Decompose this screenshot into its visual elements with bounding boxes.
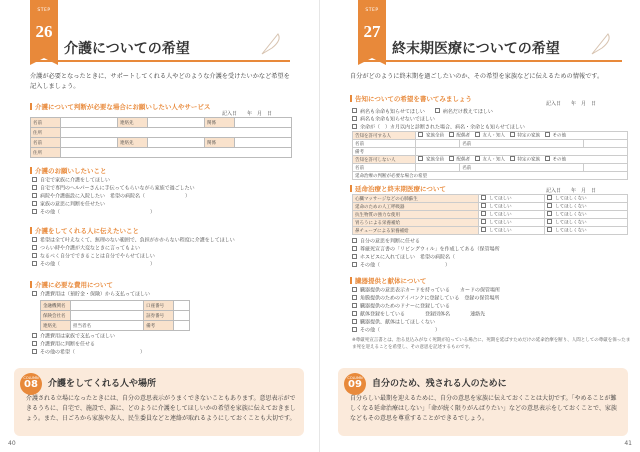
step-number: 27 (363, 22, 381, 41)
column-text: 介護される立場になったときには、自分の意思表示がうまくできないこともあります。意思表示ができるうちに、自宅で、施設で、誰に、どのように介護をしてほしいかの希望を家族に伝えておきましょう。また、日ごろから家族や友人、民生委員などと連絡が取れるようにしておくことも大切です。 (26, 395, 296, 422)
checkbox-item[interactable]: 病名だけ教えてほしい (435, 109, 493, 115)
entry-date: 記入日 年 月 日 (546, 101, 597, 107)
care-wish-list (32, 177, 292, 217)
column-badge: COLUMN 09 (344, 373, 366, 395)
checkbox-item[interactable]: なるべく自分でできることは自分でやらせてほしい (32, 253, 292, 261)
section-heading: 告知についての希望を書いてみましょう (350, 94, 472, 103)
checkbox-item[interactable]: 尊厳死宣言書の「リビングウィル」を作成してある（保管場所 (352, 246, 632, 254)
notice-permission-table[interactable]: 告知を許可する人 家族全員 配偶者 友人・知人 特定の家族 その他 名前 名前 備考 告知を許可しない人 家族全員 配偶者 友人・知人 特定の家族 その他 名前 名前 延命治療の判断が必要な場合の希望 (352, 131, 628, 180)
page-number: 40 (8, 440, 16, 447)
contact-table[interactable]: 名前 連絡先 関係 住所 名前 連絡先 関係 住所 (30, 117, 292, 158)
payment-options (32, 333, 292, 357)
checkbox-item[interactable]: 臓器提供、献体はしてほしくない (352, 319, 632, 327)
checkbox-item[interactable]: 病名も余命も知らせないでほしい (352, 116, 632, 124)
column-text: 自分らしい最期を迎えるために、自分の意思を家族に伝えておくことは大切です。「やめることが難しくなる延命治療はしない」「命が続く限りがんばりたい」などの意思表示をしておくことで、家族などもその意思を尊重することができるでしょう。 (350, 395, 617, 422)
checkbox-item[interactable]: 病名も余命も知らせてほしい (352, 109, 425, 115)
checkbox-item[interactable]: 臓器提供の意思表示カードを持っている カードの保管場所 (352, 287, 632, 295)
checkbox-item[interactable]: 介護費用に判断を任せる (32, 341, 292, 349)
checkbox-item[interactable]: その他の希望（ ） (32, 349, 292, 357)
checkbox-item[interactable]: その他（ ） (32, 261, 292, 269)
title-underline (30, 60, 290, 62)
checkbox-item[interactable]: 臓器提供のためのドナーに登録している (352, 303, 632, 311)
checkbox-item[interactable]: 自宅で専門のヘルパーさんに手伝ってもらいながら家族で過ごしたい (32, 185, 292, 193)
step-flag (30, 0, 58, 58)
checkbox-item[interactable]: 家族の意思に判断を任せたい (32, 201, 292, 209)
checkbox-item[interactable]: 病院や介護施設に入院したい 希望の病院名（ ） (32, 193, 292, 201)
section-heading: 延命治療と終末期医療について (350, 184, 446, 193)
payment-table[interactable]: 金融機関名 口座番号 保険会社名 証券番号 連絡先 担当者名 備考 (40, 300, 190, 331)
organ-donation-options (352, 287, 632, 335)
section-heading: 介護について判断が必要な場合にお願いしたい人やサービス (30, 102, 210, 111)
column-badge: COLUMN 08 (20, 373, 42, 395)
section-heading: 臓器提供と献体について (350, 276, 426, 285)
checkbox-item[interactable]: つらい時や介護が大変なときに言ってもよい (32, 245, 292, 253)
feather-icon (258, 30, 284, 56)
intro-text: 自分がどのように終末期を過ごしたいのか、その希望を家族などに伝えるための情報です。 (350, 73, 604, 80)
intro-text: 介護が必要となったときに、サポートしてくれる人やどのような介護を受けたいかなど希望を記入しましょう。 (30, 73, 290, 90)
end-of-life-options (352, 238, 632, 270)
checkbox-item[interactable]: 献体登録をしている 登録団体名 連絡先 (352, 311, 632, 319)
section-heading: 介護のお願いしたいこと (30, 166, 107, 175)
feather-icon (588, 30, 614, 56)
step-flag (358, 0, 386, 58)
step-label: STEP (37, 8, 51, 13)
page-number: 41 (624, 440, 632, 447)
checkbox-item[interactable]: その他（ ） (352, 262, 632, 270)
step-label: STEP (365, 8, 379, 13)
checkbox-item[interactable]: ホスピスに入れてほしい 希望の病院名（ (352, 254, 632, 262)
section-heading: 介護をしてくれる人に伝えたいこと (30, 226, 139, 235)
entry-date: 記入日 年 月 日 (546, 188, 597, 194)
checkbox-item[interactable]: 介護費用は家族で支払ってほしい (32, 333, 292, 341)
checkbox-item[interactable]: 余命が（ ）カ月以内と診断された場合、病名・余命とも知らせてほしい (352, 124, 632, 132)
checkbox-item[interactable]: 自宅で家族に介護をしてほしい (32, 177, 292, 185)
life-prolonging-table[interactable]: 心臓マッサージなどの心肺蘇生 してほしい してほしくない 延命のための人工呼吸器 してほしい してほしくない 抗生物質の強力な使用 してほしい してほしくない 胃ろうによる栄養補給 してほしい してほしくない 鼻チューブによる栄養補給 してほしい してほしくない (352, 194, 628, 235)
checkbox-item[interactable]: 介護費用は（預貯金・保険）から支払ってほしい (32, 291, 150, 299)
notice-options (352, 108, 632, 132)
right-page (320, 0, 640, 452)
checkbox-item[interactable]: その他（ ） (352, 327, 632, 335)
checkbox-item[interactable]: 希望は全て叶えなくて、無理のない範囲で、負担がかからない程度に介護をしてほしい (32, 237, 292, 245)
title-underline (358, 60, 622, 62)
step-number: 26 (35, 22, 53, 41)
page-title: 終末期医療についての希望 (392, 41, 560, 57)
caregiver-message-list (32, 237, 292, 269)
page-title: 介護についての希望 (64, 41, 190, 57)
checkbox-item[interactable]: 角膜提供のためのアイバンクに登録している 登録の保管場所 (352, 295, 632, 303)
column-title: 介護をしてくれる人や場所 (48, 379, 157, 389)
checkbox-item[interactable]: 自分の意思を判断に任せる (352, 238, 632, 246)
checkbox-item[interactable]: その他（ ） (32, 209, 292, 217)
footnote: ※尊厳死宣言書とは、治る見込みがなく死期が迫っている場合に、死期を延ばすためだけの延命治療を断り、人間としての尊厳を保ったまま死を迎えることを希望し、その意思を記述するものです。 (352, 338, 631, 350)
entry-date: 記入日 年 月 日 (222, 111, 273, 117)
section-heading: 介護に必要な費用について (30, 280, 113, 289)
column-title: 自分のため、残される人のために (372, 379, 507, 389)
